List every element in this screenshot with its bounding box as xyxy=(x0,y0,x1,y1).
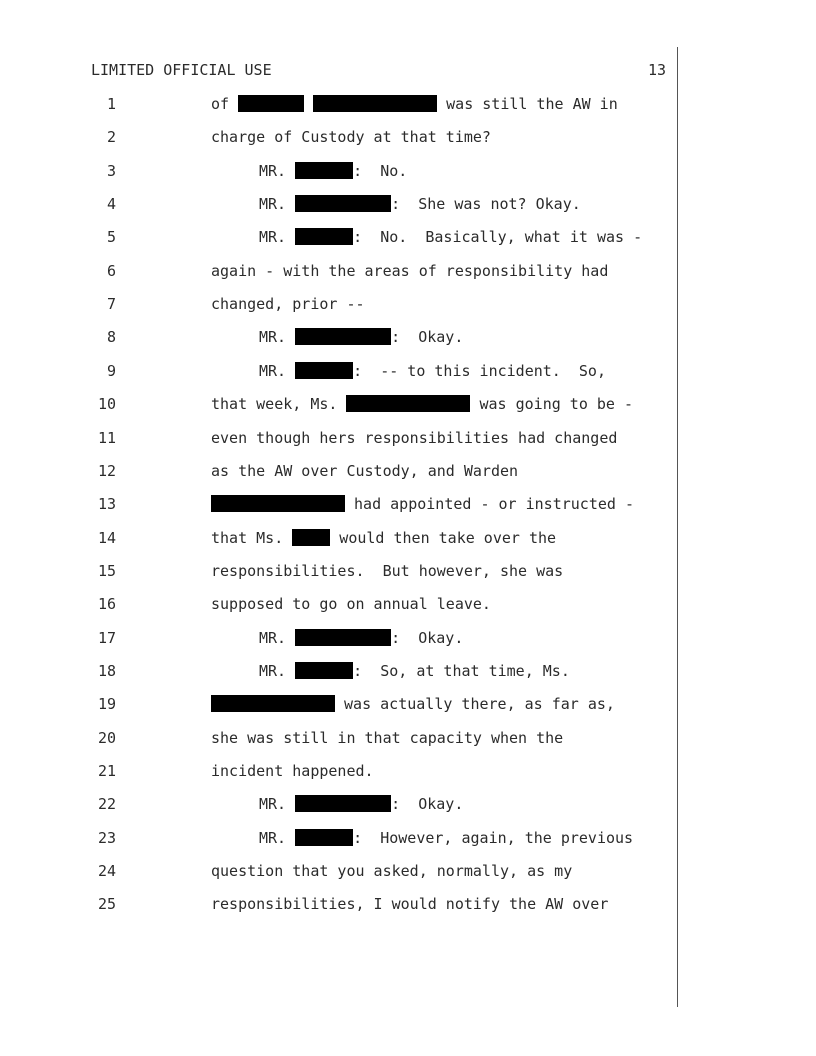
transcript-line xyxy=(0,260,680,282)
line-text-segment: MR. xyxy=(259,162,296,180)
redaction-box xyxy=(295,195,391,212)
redaction-box xyxy=(238,95,304,112)
line-text xyxy=(259,326,463,348)
line-text-segment: charge of Custody at that time? xyxy=(211,128,491,146)
transcript-line xyxy=(0,827,680,849)
line-text-segment: MR. xyxy=(259,228,296,246)
redaction-box xyxy=(211,495,345,512)
redaction-box xyxy=(295,829,353,846)
line-text xyxy=(211,527,556,549)
line-text xyxy=(211,126,491,148)
line-number: 23 xyxy=(97,829,116,847)
line-text xyxy=(211,427,617,449)
line-number: 16 xyxy=(97,595,116,613)
transcript-line xyxy=(0,893,680,915)
line-number: 12 xyxy=(97,462,116,480)
transcript-line xyxy=(0,527,680,549)
line-text xyxy=(259,793,463,815)
line-text-segment: was actually there, as far as, xyxy=(335,695,615,713)
line-text-segment: : She was not? Okay. xyxy=(391,195,581,213)
redaction-box xyxy=(295,362,353,379)
line-number: 15 xyxy=(97,562,116,580)
line-text-segment: incident happened. xyxy=(211,762,374,780)
line-text-segment: supposed to go on annual leave. xyxy=(211,595,491,613)
line-text xyxy=(211,593,491,615)
redaction-box xyxy=(295,162,353,179)
transcript-line xyxy=(0,226,680,248)
line-text xyxy=(211,93,618,115)
transcript-line xyxy=(0,860,680,882)
transcript-line xyxy=(0,627,680,649)
line-text-segment: : -- to this incident. So, xyxy=(353,362,606,380)
line-number: 1 xyxy=(106,95,116,113)
line-text-segment: : No. xyxy=(353,162,408,180)
line-text xyxy=(259,193,581,215)
transcript-line xyxy=(0,560,680,582)
line-text-segment: again - with the areas of responsibility had xyxy=(211,262,609,280)
line-number: 6 xyxy=(106,262,116,280)
line-text-segment: question that you asked, normally, as my xyxy=(211,862,573,880)
transcript-line xyxy=(0,493,680,515)
line-text-segment: she was still in that capacity when the xyxy=(211,729,564,747)
transcript-line xyxy=(0,360,680,382)
line-number: 13 xyxy=(97,495,116,513)
line-text-segment: MR. xyxy=(259,829,296,847)
line-number: 4 xyxy=(106,195,116,213)
transcript-line xyxy=(0,427,680,449)
line-number: 11 xyxy=(97,429,116,447)
line-text xyxy=(211,560,563,582)
line-number: 18 xyxy=(97,662,116,680)
transcript-line xyxy=(0,193,680,215)
page-number: 13 xyxy=(648,61,667,79)
redaction-box xyxy=(295,328,391,345)
line-text-segment: : Okay. xyxy=(391,629,464,647)
transcript-line xyxy=(0,727,680,749)
transcript-line xyxy=(0,93,680,115)
redaction-box xyxy=(292,529,330,546)
line-number: 21 xyxy=(97,762,116,780)
line-number: 19 xyxy=(97,695,116,713)
line-text-segment: that week, Ms. xyxy=(211,395,347,413)
line-text xyxy=(211,393,633,415)
line-number: 17 xyxy=(97,629,116,647)
line-text xyxy=(211,260,608,282)
line-text-segment: MR. xyxy=(259,362,296,380)
redaction-box xyxy=(295,228,353,245)
line-text xyxy=(211,727,563,749)
line-text-segment: MR. xyxy=(259,795,296,813)
transcript-line xyxy=(0,293,680,315)
transcript-line xyxy=(0,793,680,815)
line-text xyxy=(211,693,615,715)
redaction-box xyxy=(313,95,437,112)
line-number: 7 xyxy=(106,295,116,313)
transcript-line xyxy=(0,326,680,348)
transcript-line xyxy=(0,460,680,482)
line-number: 22 xyxy=(97,795,116,813)
line-text-segment: MR. xyxy=(259,662,296,680)
transcript-line xyxy=(0,393,680,415)
line-text xyxy=(211,493,634,515)
line-text xyxy=(259,627,463,649)
line-number: 8 xyxy=(106,328,116,346)
line-text-segment: of xyxy=(211,95,239,113)
line-text-segment: changed, prior -- xyxy=(211,295,365,313)
line-text-segment: : Okay. xyxy=(391,795,464,813)
transcript-line xyxy=(0,593,680,615)
line-text xyxy=(259,360,606,382)
line-number: 25 xyxy=(97,895,116,913)
line-text xyxy=(211,893,608,915)
line-text xyxy=(259,660,570,682)
line-number: 24 xyxy=(97,862,116,880)
transcript-line xyxy=(0,660,680,682)
line-number: 9 xyxy=(106,362,116,380)
line-number: 20 xyxy=(97,729,116,747)
line-text-segment: MR. xyxy=(259,195,296,213)
line-text xyxy=(259,226,642,248)
line-text xyxy=(211,760,374,782)
line-text-segment: that Ms. xyxy=(211,529,293,547)
line-text-segment: MR. xyxy=(259,328,296,346)
line-number: 2 xyxy=(106,128,116,146)
line-number: 14 xyxy=(97,529,116,547)
transcript-line xyxy=(0,693,680,715)
line-text-segment: responsibilities, I would notify the AW over xyxy=(211,895,609,913)
line-text-segment: : However, again, the previous xyxy=(353,829,634,847)
line-number: 10 xyxy=(97,395,116,413)
line-text-segment: was still the AW in xyxy=(437,95,618,113)
line-text-segment: even though hers responsibilities had changed xyxy=(211,429,618,447)
line-text xyxy=(211,460,518,482)
line-text-segment: would then take over the xyxy=(330,529,557,547)
line-number: 3 xyxy=(106,162,116,180)
line-text-segment: : No. Basically, what it was - xyxy=(353,228,643,246)
line-text-segment: responsibilities. But however, she was xyxy=(211,562,564,580)
line-text xyxy=(259,827,633,849)
line-text-segment: had appointed - or instructed - xyxy=(345,495,634,513)
transcript-line xyxy=(0,760,680,782)
line-text xyxy=(211,293,365,315)
line-number: 5 xyxy=(106,228,116,246)
line-text-segment xyxy=(304,95,313,113)
redaction-box xyxy=(346,395,470,412)
redaction-box xyxy=(295,795,391,812)
line-text-segment: : So, at that time, Ms. xyxy=(353,662,570,680)
transcript-line xyxy=(0,126,680,148)
redaction-box xyxy=(211,695,335,712)
line-text-segment: was going to be - xyxy=(470,395,634,413)
line-text-segment: : Okay. xyxy=(391,328,464,346)
line-text xyxy=(259,160,407,182)
line-text-segment: MR. xyxy=(259,629,296,647)
redaction-box xyxy=(295,629,391,646)
classification-header: LIMITED OFFICIAL USE xyxy=(91,61,272,79)
line-text-segment: as the AW over Custody, and Warden xyxy=(211,462,519,480)
line-text xyxy=(211,860,572,882)
transcript-line xyxy=(0,160,680,182)
redaction-box xyxy=(295,662,353,679)
